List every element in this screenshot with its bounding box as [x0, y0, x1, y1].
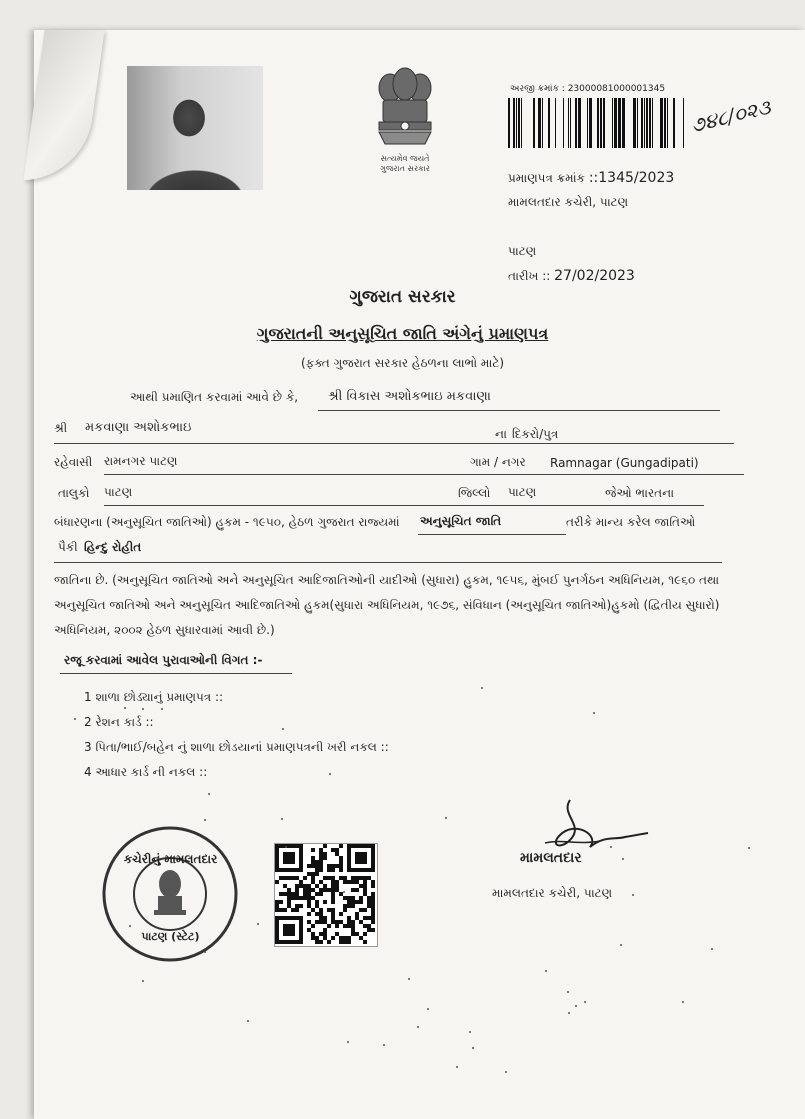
resident: રામનગર પાટણ: [104, 454, 178, 468]
state-emblem: [360, 64, 450, 184]
emblem-motto: સત્યમેવ જયતે: [380, 154, 430, 163]
evidence-item: 2 રેશન કાર્ડ ::: [84, 715, 154, 729]
seal-top-text: કચેરીનું મામલતદાર: [123, 852, 218, 866]
district-label: જિલ્લો: [458, 486, 491, 500]
relation-prefix: ના: [495, 427, 507, 441]
certificate-title: ગુજરાતની અનુસૂચિત જાતિ અંગેનું પ્રમાણપત્ર: [256, 324, 549, 343]
legal-paragraph: [54, 568, 754, 643]
scan-speck: [383, 1044, 385, 1046]
recognized-text: તરીકે માન્ય કરેલ જાતિઓ: [566, 515, 696, 529]
intro-text: આથી પ્રમાણિત કરવામાં આવે છે કે,: [130, 390, 299, 404]
relation: દિકરો/પુત્ર: [512, 427, 559, 441]
india-text: જેઓ ભારતના: [605, 486, 675, 500]
father-name: મકવાણા અશોકભાઇ: [85, 420, 192, 435]
scan-speck: [620, 944, 622, 946]
scan-speck: [247, 1020, 249, 1022]
district: પાટણ: [508, 485, 537, 499]
government-title: ગુજરાત સરકાર: [349, 287, 456, 307]
shri-label: શ્રી: [54, 421, 68, 435]
page-curl: [23, 30, 104, 180]
scan-speck: [748, 847, 750, 849]
barcode: [508, 98, 693, 150]
seal-bottom-text: પાટણ (સ્ટેટ): [141, 930, 200, 943]
constitution-text: બંધારણના (અનુસૂચિત જાતિઓ) હુકમ - ૧૯૫૦, હેઠળ ગુજરાત રાજ્યમાં: [54, 515, 400, 529]
certificate-subtitle: (ફક્ત ગુજરાત સરકાર હેઠળના લાભો માટે): [300, 356, 505, 370]
scan-speck: [161, 708, 163, 710]
village: Ramnagar (Gungadipati): [550, 456, 699, 470]
legal-line-3: અધિનિયમ, ૨૦૦૨ હેઠળ સુધારવામાં આવી છે.): [54, 623, 275, 637]
evidence-item: 4 આધાર કાર્ડ ની નકલ ::: [84, 765, 208, 779]
date-label: તારીખ ::: [508, 269, 551, 283]
office-seal: [98, 822, 243, 967]
office-seal-icon: [98, 822, 243, 967]
lion-emblem-icon: [365, 64, 445, 154]
evidence-item: 1 શાળા છોડ્યાનું પ્રમાણપત્ર ::: [84, 690, 224, 704]
scan-speck: [142, 708, 144, 710]
date-row: [508, 268, 635, 284]
handwritten-number: ૭૪૮/૦૨૩: [688, 94, 773, 138]
village-label: ગામ / નગર: [470, 455, 526, 469]
place: પાટણ: [508, 244, 537, 258]
category: અનુસૂચિત જાતિ: [420, 514, 502, 528]
legal-line-2: અનુસૂચિત જાતિઓ અને અનુસૂચિત આદિજાતિઓ હુકમ(સુધારા અધિનિયમ, ૧૯૭૬, સંવિધાન (અનુસૂચિત જાતિઓ)હુકમો (દ્વિતીય સુધારો): [54, 598, 720, 612]
scan-speck: [567, 991, 569, 993]
scan-speck: [610, 846, 612, 848]
resident-label: રહેવાસી: [54, 455, 93, 469]
scan-speck: [545, 970, 547, 972]
caste: હિન્દુ રોહીત: [84, 540, 142, 554]
taluka: પાટણ: [104, 485, 133, 499]
qr-code: [274, 843, 378, 947]
among-label: પૈકી: [58, 540, 78, 554]
certificate-number-row: [508, 170, 674, 186]
holder-name: શ્રી વિકાસ અશોકભાઇ મકવાણા: [328, 389, 491, 404]
evidence-heading: રજૂ કરવામાં આવેલ પુરાવાઓની વિગત :-: [64, 653, 263, 667]
legal-line-1: જાતિના છે. (અનુસૂચિત જાતિઓ અને અનુસૂચિત આદિજાતિઓની યાદીઓ (સુધારા) હુકમ, ૧૯૫૬, મુંબઈ પુનર્ગઠન અધિનિયમ, ૧૯૬૦ તથા: [54, 573, 720, 587]
issuing-office: મામલતદાર કચેરી, પાટણ: [508, 195, 629, 209]
evidence-list: [84, 685, 389, 785]
barcode-icon: [508, 98, 693, 148]
certificate-number: ::1345/2023: [588, 170, 675, 186]
emblem-govt: ગુજરાત સરકાર: [380, 164, 430, 173]
scan-speck: [568, 1012, 570, 1014]
taluka-label: તાલુકો: [58, 486, 90, 500]
applicant-photo: [127, 66, 263, 190]
scan-speck: [575, 1005, 577, 1007]
evidence-item: 3 પિતા/ભાઈ/બહેન નું શાળા છોડયાનાં પ્રમાણપત્રની ખરી નકલ ::: [84, 740, 389, 754]
qr-code-icon: [275, 844, 375, 944]
certificate-number-label: પ્રમાણપત્ર ક્રમાંક: [508, 171, 586, 185]
issue-date: 27/02/2023: [554, 268, 635, 284]
scan-speck: [124, 707, 126, 709]
application-number: અરજી ક્રમાંક : 23000081000001345: [510, 84, 666, 94]
signatory-title: મામલતદાર: [520, 850, 582, 866]
signatory-office: મામલતદાર કચેરી, પાટણ: [492, 886, 613, 900]
scan-speck: [593, 712, 595, 714]
